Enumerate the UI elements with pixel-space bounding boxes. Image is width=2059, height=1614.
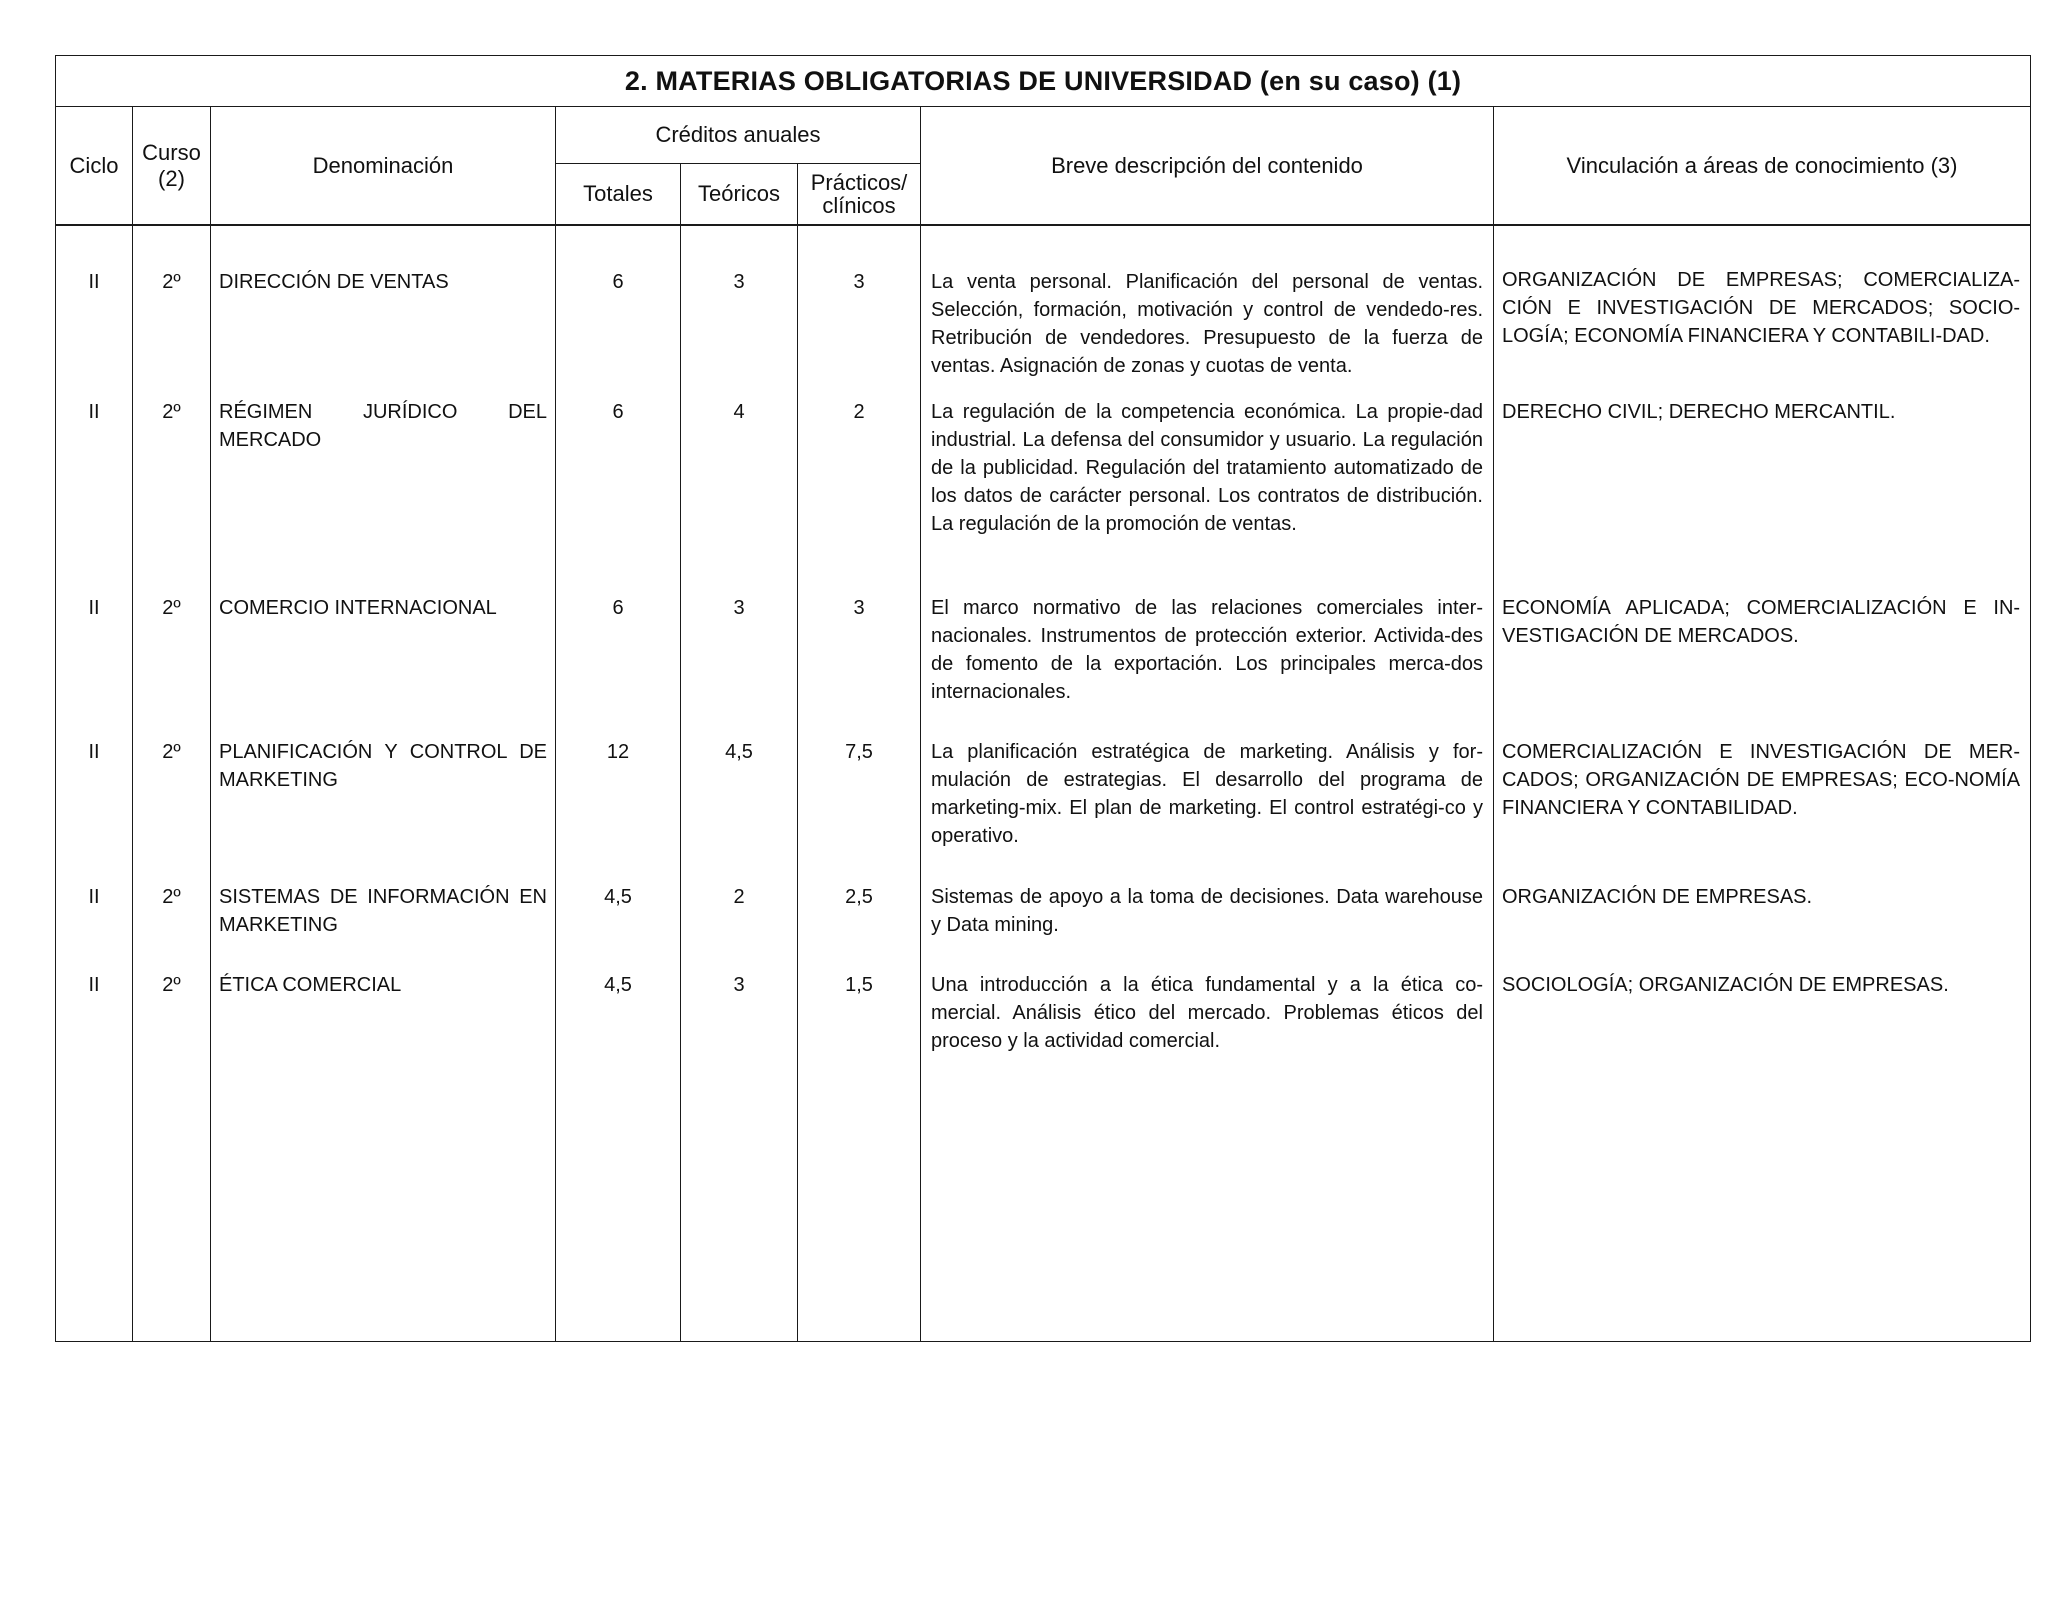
cell-teoricos: 2 (681, 883, 798, 971)
table-row (56, 883, 2031, 971)
cell-totales: 6 (556, 398, 681, 594)
header-denominacion: Denominación (211, 107, 556, 226)
cell-practicos: 3 (798, 594, 921, 738)
cell-vinculacion: ORGANIZACIÓN DE EMPRESAS; COMERCIALIZA-CIÓN E INVESTIGACIÓN DE MERCADOS; SOCIO-LOGÍA; ECONOMÍA FINANCIERA Y CONTABILI-DAD. (1494, 225, 2031, 398)
cell-denominacion: DIRECCIÓN DE VENTAS (211, 225, 556, 398)
table-row (56, 594, 2031, 738)
cell-curso: 2º (133, 883, 211, 971)
cell-teoricos: 3 (681, 225, 798, 398)
cell-curso: 2º (133, 594, 211, 738)
cell-practicos: 2,5 (798, 883, 921, 971)
table-row (56, 971, 2031, 1341)
cell-ciclo: II (56, 398, 133, 594)
cell-vinculacion: COMERCIALIZACIÓN E INVESTIGACIÓN DE MER-CADOS; ORGANIZACIÓN DE EMPRESAS; ECO-NOMÍA FINANCIERA Y CONTABILIDAD. (1494, 738, 2031, 883)
cell-denominacion: PLANIFICACIÓN Y CONTROL DE MARKETING (211, 738, 556, 883)
cell-curso: 2º (133, 738, 211, 883)
header-totales: Totales (556, 164, 681, 226)
cell-practicos: 2 (798, 398, 921, 594)
cell-descripcion: La venta personal. Planificación del personal de ventas. Selección, formación, motivación y control de vendedo-res. Retribución de vendedores. Presupuesto de la fuerza de ventas. Asignación de zonas y cuotas de venta. (921, 225, 1494, 398)
cell-ciclo: II (56, 738, 133, 883)
table-row (56, 225, 2031, 398)
header-ciclo: Ciclo (56, 107, 133, 226)
cell-ciclo: II (56, 971, 133, 1341)
cell-descripcion: Una introducción a la ética fundamental y a la ética co-mercial. Análisis ético del mercado. Problemas éticos del proceso y la actividad comercial. (921, 971, 1494, 1341)
cell-totales: 6 (556, 594, 681, 738)
table-row (56, 738, 2031, 883)
cell-ciclo: II (56, 594, 133, 738)
cell-descripcion: La planificación estratégica de marketing. Análisis y for-mulación de estrategias. El desarrollo del programa de marketing-mix. El plan de marketing. El control estratégi-co y operativo. (921, 738, 1494, 883)
cell-vinculacion: ORGANIZACIÓN DE EMPRESAS. (1494, 883, 2031, 971)
materias-table (55, 55, 2031, 1342)
cell-teoricos: 3 (681, 971, 798, 1341)
table-row (56, 398, 2031, 594)
cell-ciclo: II (56, 883, 133, 971)
header-teoricos: Teóricos (681, 164, 798, 226)
header-practicos: Prácticos/ clínicos (798, 164, 921, 226)
materias-document (55, 55, 2030, 1342)
cell-denominacion: ÉTICA COMERCIAL (211, 971, 556, 1341)
cell-descripcion: El marco normativo de las relaciones comerciales inter-nacionales. Instrumentos de protección exterior. Activida-des de fomento de la exportación. Los principales merca-dos internacionales. (921, 594, 1494, 738)
cell-curso: 2º (133, 971, 211, 1341)
cell-totales: 6 (556, 225, 681, 398)
cell-ciclo: II (56, 225, 133, 398)
cell-practicos: 3 (798, 225, 921, 398)
cell-vinculacion: SOCIOLOGÍA; ORGANIZACIÓN DE EMPRESAS. (1494, 971, 2031, 1341)
header-creditos-anuales: Créditos anuales (556, 107, 921, 164)
cell-curso: 2º (133, 398, 211, 594)
cell-denominacion: COMERCIO INTERNACIONAL (211, 594, 556, 738)
cell-teoricos: 3 (681, 594, 798, 738)
cell-descripcion: La regulación de la competencia económica. La propie-dad industrial. La defensa del consumidor y usuario. La regulación de la publicidad. Regulación del tratamiento automatizado de los datos de carácter personal. Los contratos de distribución. La regulación de la promoción de ventas. (921, 398, 1494, 594)
cell-curso: 2º (133, 225, 211, 398)
cell-teoricos: 4,5 (681, 738, 798, 883)
cell-totales: 4,5 (556, 883, 681, 971)
cell-totales: 4,5 (556, 971, 681, 1341)
cell-denominacion: SISTEMAS DE INFORMACIÓN EN MARKETING (211, 883, 556, 971)
cell-practicos: 1,5 (798, 971, 921, 1341)
cell-vinculacion: DERECHO CIVIL; DERECHO MERCANTIL. (1494, 398, 2031, 594)
cell-denominacion: RÉGIMEN JURÍDICO DEL MERCADO (211, 398, 556, 594)
table-title: 2. MATERIAS OBLIGATORIAS DE UNIVERSIDAD (en su caso) (1) (56, 56, 2031, 107)
header-vinculacion: Vinculación a áreas de conocimiento (3) (1494, 107, 2031, 226)
cell-teoricos: 4 (681, 398, 798, 594)
cell-descripcion: Sistemas de apoyo a la toma de decisiones. Data warehouse y Data mining. (921, 883, 1494, 971)
cell-vinculacion: ECONOMÍA APLICADA; COMERCIALIZACIÓN E IN-VESTIGACIÓN DE MERCADOS. (1494, 594, 2031, 738)
header-descripcion: Breve descripción del contenido (921, 107, 1494, 226)
cell-practicos: 7,5 (798, 738, 921, 883)
cell-totales: 12 (556, 738, 681, 883)
header-curso: Curso (2) (133, 107, 211, 226)
